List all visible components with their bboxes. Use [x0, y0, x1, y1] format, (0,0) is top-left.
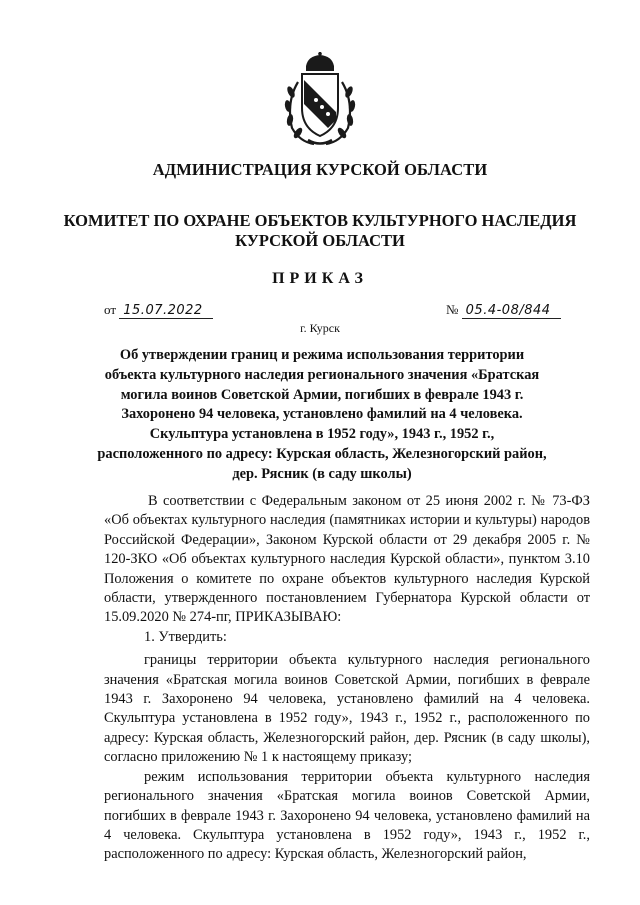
order-subject: Об утверждении границ и режима использования территории объекта культурного наследия регионального значения «Братская могила воинов Советской Армии, погибших в феврале 1943 г. Захоронено 94 человека, установлено фамилий на 4 человека. Скульптура установлена в 1952 году», 1943 г., 1952 г., расположенного по адресу: Курская область, Железногорский район, дер. Рясник (в саду школы)	[97, 347, 547, 482]
order-date	[104, 302, 213, 318]
order-title: ПРИКАЗ	[272, 270, 368, 287]
body-paragraph-preamble: В соответствии с Федеральным законом от 25 июня 2002 г. № 73-ФЗ «Об объектах культурного наследия (памятниках истории и культуры) народов Российской Федерации», Законом Курской области от 29 декабря 2005 г. № 120-ЗКО «Об объектах культурного наследия Курской области», пунктом 3.10 Положения о комитете по охране объектов культурного наследия Курской области, утвержденного постановлением Губернатора Курской области от 15.09.2020 № 274-пг, ПРИКАЗЫВАЮ:	[104, 493, 590, 626]
number-prefix: №	[446, 302, 459, 317]
committee-title-line2: КУРСКОЙ ОБЛАСТИ	[235, 231, 405, 250]
number-value: 05.4-08/844	[462, 303, 561, 319]
body-paragraph-boundaries: границы территории объекта культурного наследия регионального значения «Братская могила воинов Советской Армии, погибших в феврале 1943 г. Захоронено 94 человека, установлено фамилий на 4 человека. Скульптура установлена в 1952 году», 1943 г., 1952 г., расположенного по адресу: Курская область, Железногорский район, дер. Рясник (в саду школы), согласно приложению № 1 к настоящему приказу;	[104, 652, 590, 766]
order-number	[446, 302, 561, 318]
body-paragraph-approve: 1. Утвердить:	[144, 628, 227, 645]
coat-of-arms-icon	[280, 52, 360, 148]
city-label: г. Курск	[300, 321, 340, 335]
order-body	[104, 492, 590, 865]
body-paragraph-regime: режим использования территории объекта культурного наследия регионального значения «Братская могила воинов Советской Армии, погибших в феврале 1943 г. Захоронено 94 человека, установлено фамилий на 4 человека. Скульптура установлена в 1952 году», 1943 г., 1952 г., расположенного по адресу: Курская область, Железногорский район,	[104, 768, 590, 863]
administration-title: АДМИНИСТРАЦИЯ КУРСКОЙ ОБЛАСТИ	[152, 160, 488, 179]
committee-title-line1: КОМИТЕТ ПО ОХРАНЕ ОБЪЕКТОВ КУЛЬТУРНОГО НАСЛЕДИЯ	[63, 211, 577, 230]
date-prefix: от	[104, 302, 117, 317]
committee-title	[0, 211, 640, 251]
date-value: 15.07.2022	[119, 303, 212, 319]
